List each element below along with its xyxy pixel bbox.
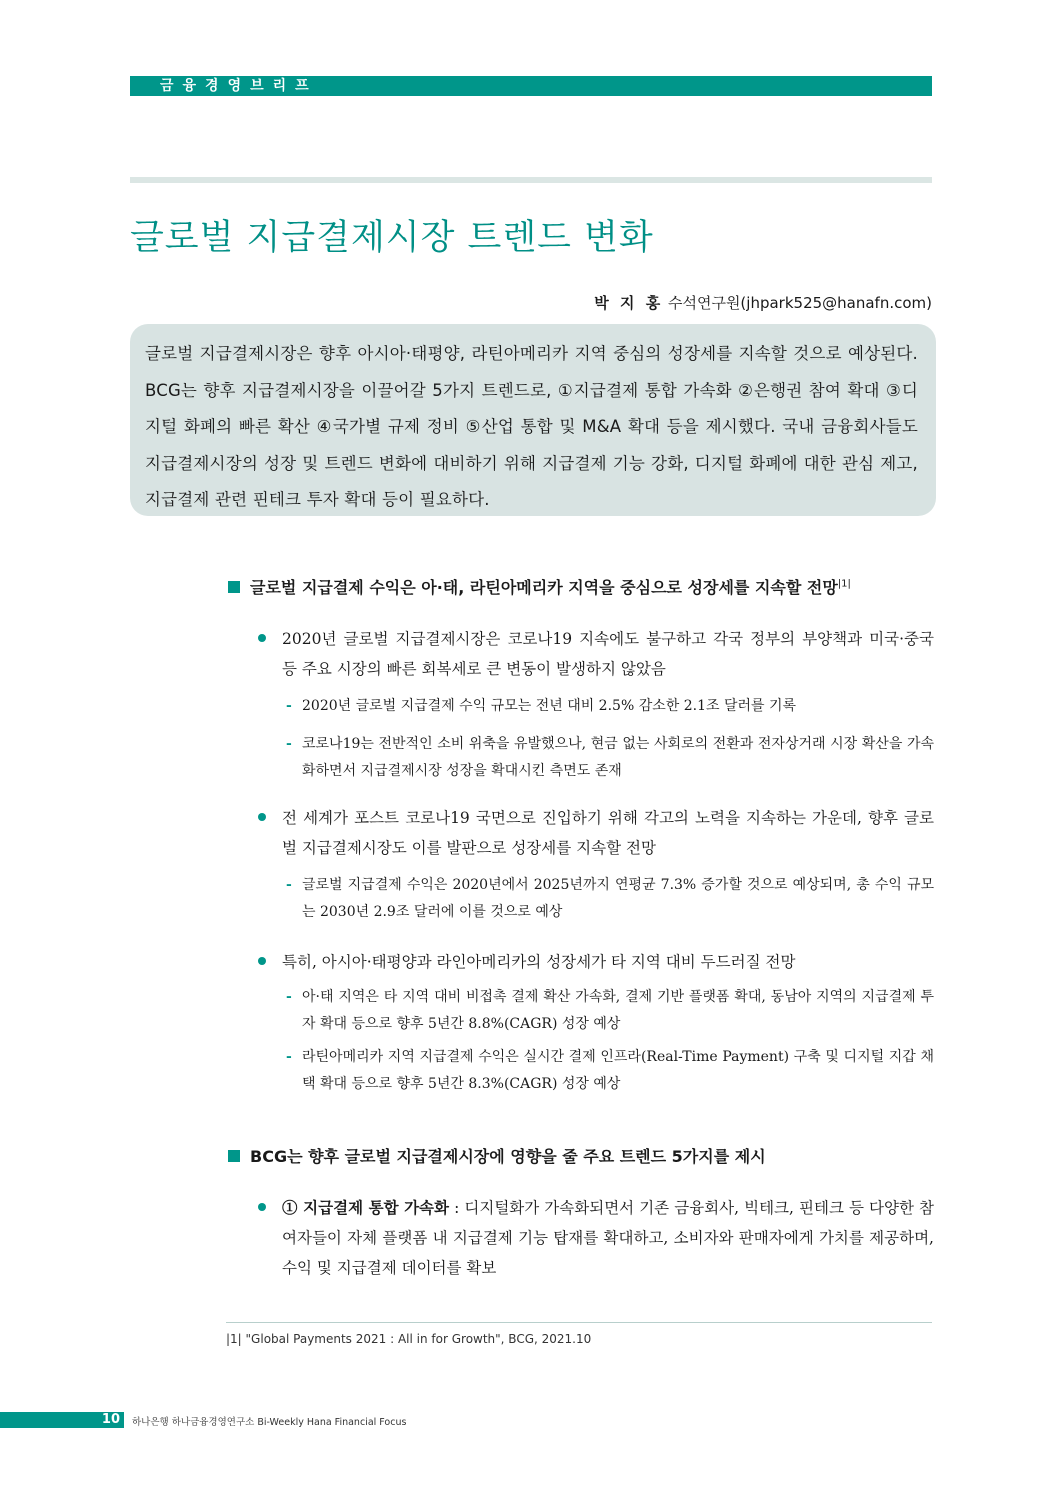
section-heading-1-text: 글로벌 지급결제 수익은 아·태, 라틴아메리카 지역을 중심으로 성장세를 지속할 전망 [250,578,838,597]
page-number-bar [0,1412,124,1428]
bullet-4-text [282,1193,934,1283]
section-heading-1 [228,575,851,598]
page-number: 10 [101,1412,120,1427]
square-bullet-icon [228,1150,240,1162]
bullet-dot-icon [258,813,266,821]
header-label: 금융경영브리프 [160,78,318,94]
sub-bullet-text: 코로나19는 전반적인 소비 위축을 유발했으나, 현금 없는 사회로의 전환과 전자상거래 시장 확산을 가속화하면서 지급결제시장 성장을 확대시킨 측면도 존재 [302,736,934,779]
sub-bullet-text: 글로벌 지급결제 수익은 2020년에서 2025년까지 연평균 7.3% 증가할 것으로 예상되며, 총 수익 규모는 2030년 2.9조 달러에 이를 것으로 예상 [302,877,934,920]
dash-icon: - [286,736,292,752]
summary-box [130,324,936,516]
bullet-dot-icon [258,1203,266,1211]
sub-bullet-text: 라틴아메리카 지역 지급결제 수익은 실시간 결제 인프라(Real-Time Payment) 구축 및 디지털 지갑 채택 확대 등으로 향후 5년간 8.3%(CAGR) 성장 예상 [302,1049,934,1092]
dash-icon: - [286,877,292,893]
footnote-divider [226,1322,932,1323]
sub-bullet-text: 2020년 글로벌 지급결제 수익 규모는 전년 대비 2.5% 감소한 2.1조 달러를 기록 [302,698,797,714]
dash-icon: - [286,989,292,1005]
author-name: 박 지 홍 [594,294,664,312]
sub-bullet-3-2 [286,1044,934,1098]
trend-1-desc: : 디지털화가 가속화되면서 기존 금융회사, 빅테크, 핀테크 등 다양한 참여자들이 자체 플랫폼 내 지급결제 기능 탑재를 확대하고, 소비자와 판매자에게 가치를 제공하며, 수익 및 지급결제 데이터를 확보 [282,1199,935,1277]
bullet-1 [258,624,934,684]
author-line [594,292,932,313]
section-heading-2 [228,1144,766,1167]
bullet-1-text: 2020년 글로벌 지급결제시장은 코로나19 지속에도 불구하고 각국 정부의 부양책과 미국·중국 등 주요 시장의 빠른 회복세로 큰 변동이 발생하지 않았음 [282,630,934,678]
bullet-dot-icon [258,957,266,965]
page-title: 글로벌 지급결제시장 트렌드 변화 [130,218,654,258]
footnote-ref: |1| [837,578,851,590]
summary-text: 글로벌 지급결제시장은 향후 아시아·태평양, 라틴아메리카 지역 중심의 성장세를 지속할 것으로 예상된다. BCG는 향후 지급결제시장을 이끌어갈 5가지 트렌드로, ①지급결제 통합 가속화 ②은행권 참여 확대 ③디지털 화폐의 빠른 확산 ④국가별 규제 정비 ⑤산업 통합 및 M&A 확대 등을 제시했다. 국내 금융회사들도 지급결제시장의 성장 및 트렌드 변화에 대비하기 위해 지급결제 기능 강화, 디지털 화폐에 대한 관심 제고, 지급결제 관련 핀테크 투자 확대 등이 필요하다. [145,344,918,509]
bullet-dot-icon [258,634,266,642]
author-role-email: 수석연구원(jhpark525@hanafn.com) [667,294,932,312]
header-bar [130,76,932,96]
bullet-2 [258,803,934,863]
sub-bullet-text: 아·태 지역은 타 지역 대비 비접촉 결제 확산 가속화, 결제 기반 플랫폼 확대, 동남아 지역의 지급결제 투자 확대 등으로 향후 5년간 8.8%(CAGR) 성장 예상 [302,989,934,1032]
square-bullet-icon [228,581,240,593]
trend-1-title: ① 지급결제 통합 가속화 [282,1198,450,1217]
bullet-4 [258,1193,934,1283]
publication-name: 하나은행 하나금융경영연구소 Bi-Weekly Hana Financial Focus [132,1417,407,1428]
title-divider [130,177,932,183]
dash-icon: - [286,1049,292,1065]
section-heading-2-text: BCG는 향후 글로벌 지급결제시장에 영향을 줄 주요 트렌드 5가지를 제시 [250,1147,766,1166]
sub-bullet-1-1 [286,693,934,720]
sub-bullet-2-1 [286,872,934,926]
bullet-2-text: 전 세계가 포스트 코로나19 국면으로 진입하기 위해 각고의 노력을 지속하는 가운데, 향후 글로벌 지급결제시장도 이를 발판으로 성장세를 지속할 전망 [282,809,934,857]
footnote: |1| "Global Payments 2021 : All in for Growth", BCG, 2021.10 [226,1332,592,1346]
sub-bullet-3-1 [286,984,934,1038]
bullet-3 [258,947,934,977]
sub-bullet-1-2 [286,731,934,785]
bullet-3-text: 특히, 아시아·태평양과 라인아메리카의 성장세가 타 지역 대비 두드러질 전망 [282,953,796,971]
dash-icon: - [286,698,292,714]
